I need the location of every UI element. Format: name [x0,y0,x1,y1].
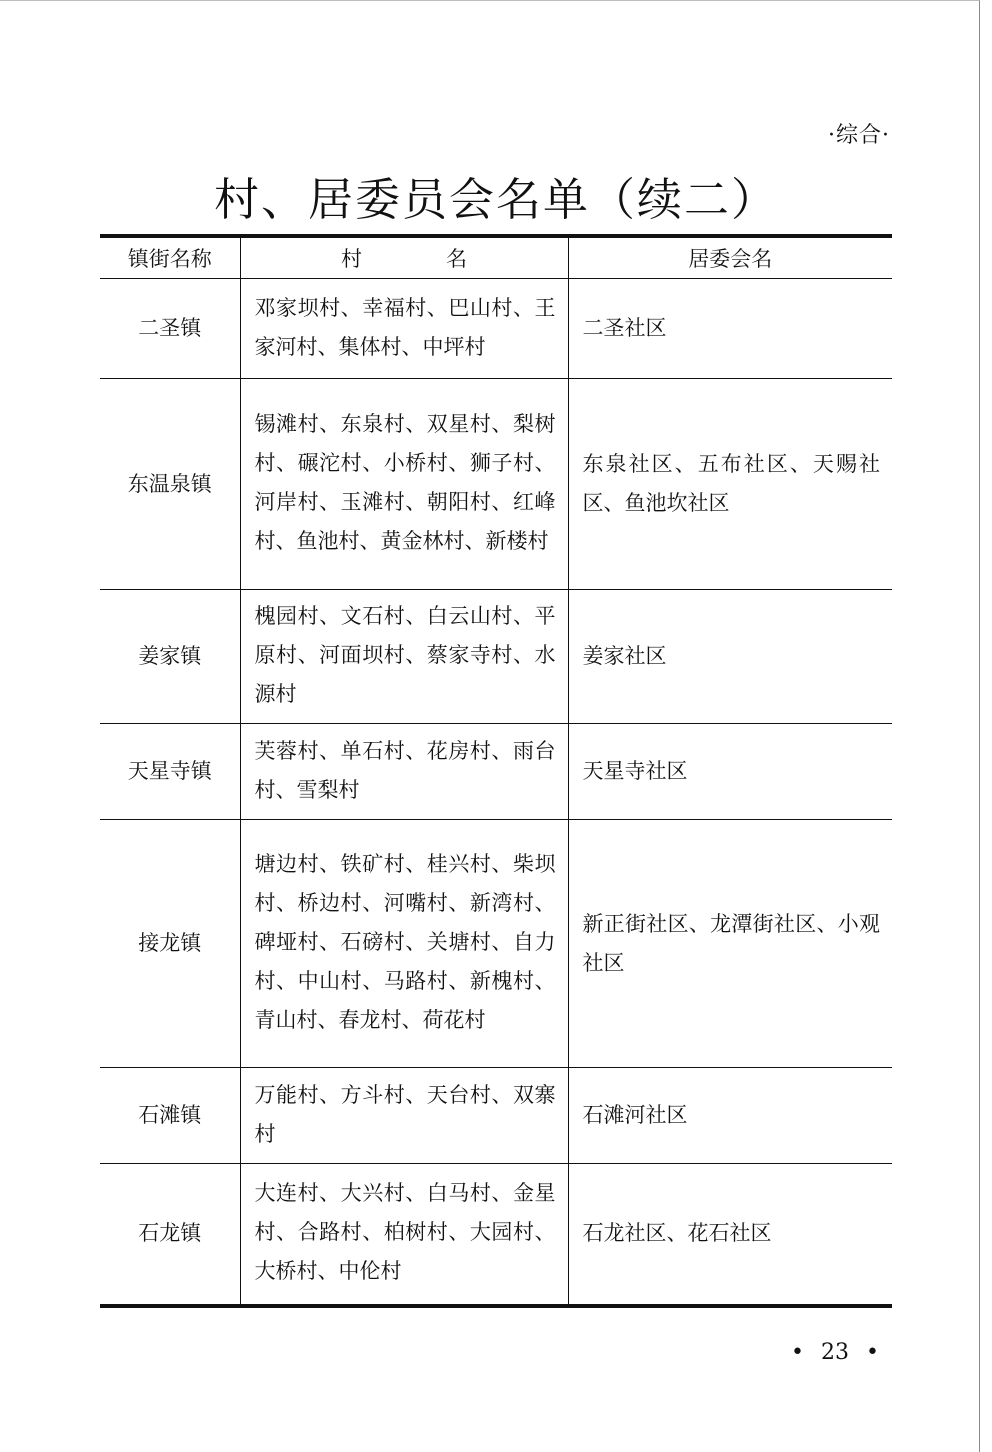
town-cell: 姜家镇 [100,590,240,724]
villages-cell: 塘边村、铁矿村、桂兴村、柴坝村、桥边村、河嘴村、新湾村、碑垭村、石磅村、关塘村、自力村、中山村、马路村、新槐村、青山村、春龙村、荷花村 [240,820,568,1068]
town-cell: 石滩镇 [100,1068,240,1164]
committee-table [100,234,892,1308]
committees-cell: 新正街社区、龙潭街社区、小观社区 [568,820,892,1068]
town-cell: 石龙镇 [100,1164,240,1306]
header-villages: 村 名 [240,236,568,279]
table-row [100,379,892,590]
header-town: 镇街名称 [100,236,240,279]
section-label: ·综合· [828,123,890,148]
committees-cell: 姜家社区 [568,590,892,724]
villages-cell: 万能村、方斗村、天台村、双寨村 [240,1068,568,1164]
villages-cell: 大连村、大兴村、白马村、金星村、合路村、柏树村、大园村、大桥村、中伦村 [240,1164,568,1306]
committees-cell: 二圣社区 [568,279,892,379]
page-number: • 23 • [791,1340,879,1365]
table-row [100,820,892,1068]
page-title: 村、居委员会名单（续二） [213,173,778,226]
town-cell: 东温泉镇 [100,379,240,590]
villages-cell: 芙蓉村、单石村、花房村、雨台村、雪梨村 [240,724,568,820]
table-row [100,1068,892,1164]
committees-cell: 天星寺社区 [568,724,892,820]
header-committees: 居委会名 [568,236,892,279]
table-row [100,1164,892,1306]
villages-cell: 槐园村、文石村、白云山村、平原村、河面坝村、蔡家寺村、水源村 [240,590,568,724]
table-header-row [100,236,892,279]
villages-cell: 锡滩村、东泉村、双星村、梨树村、碾沱村、小桥村、狮子村、河岸村、玉滩村、朝阳村、红峰村、鱼池村、黄金林村、新楼村 [240,379,568,590]
committees-cell: 石滩河社区 [568,1068,892,1164]
table-row [100,724,892,820]
table-row [100,590,892,724]
town-cell: 二圣镇 [100,279,240,379]
committees-cell: 石龙社区、花石社区 [568,1164,892,1306]
town-cell: 接龙镇 [100,820,240,1068]
town-cell: 天星寺镇 [100,724,240,820]
villages-cell: 邓家坝村、幸福村、巴山村、王家河村、集体村、中坪村 [240,279,568,379]
table-row [100,279,892,379]
committees-cell: 东泉社区、五布社区、天赐社区、鱼池坎社区 [568,379,892,590]
